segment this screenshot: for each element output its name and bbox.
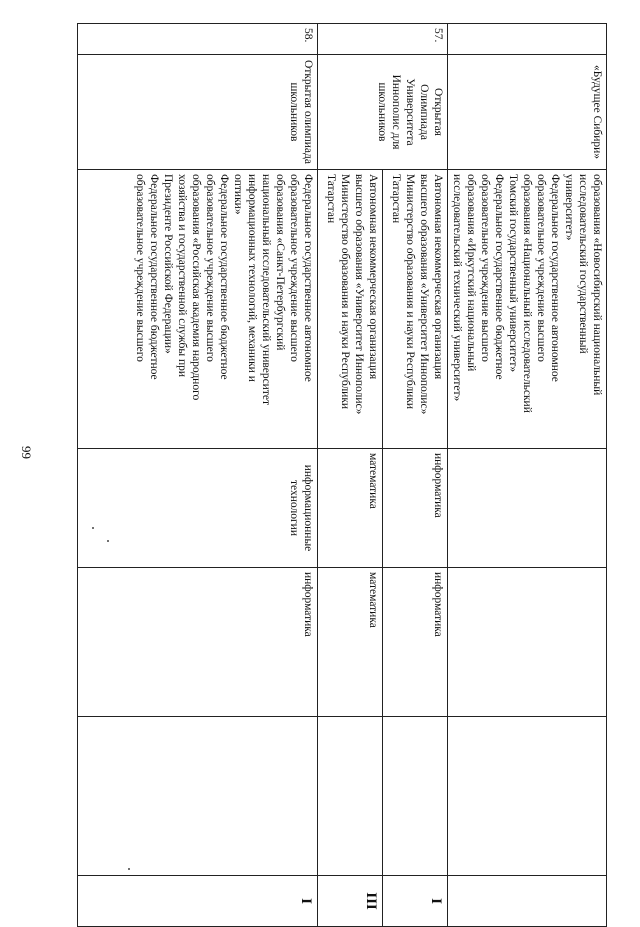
organizers-cell <box>317 170 382 449</box>
organizer-line: образовательное учреждение высшего <box>287 174 300 362</box>
organizers-cell <box>78 170 318 449</box>
organizer-line: высшего образования «Университет Иннополис» <box>352 174 365 415</box>
level-cell: III <box>317 876 382 927</box>
subject-cell: информатика <box>78 568 318 717</box>
empty-cell <box>447 717 606 876</box>
row-number: 58. <box>78 24 318 55</box>
organizers-cell <box>382 170 447 449</box>
rotated-table-sheet <box>77 23 607 910</box>
organizer-line: образования «Российская академия народного <box>189 174 202 401</box>
organizer-line: исследовательский государственный <box>576 174 589 354</box>
table-row <box>382 24 447 927</box>
empty-cell <box>317 717 382 876</box>
organizer-line: Министерство образования и науки Республики <box>338 174 351 410</box>
organizer-line: образовательное учреждение высшего <box>203 174 216 362</box>
organizer-line: хозяйства и государственной службы при <box>175 174 188 378</box>
empty-cell <box>78 717 318 876</box>
subject-cell: математика <box>317 568 382 717</box>
olympiad-name: «Будущее Сибири» <box>447 55 606 170</box>
subject-cell: информатика <box>382 568 447 717</box>
profile-cell: информатика <box>382 449 447 568</box>
organizer-line: Федеральное государственное бюджетное <box>147 174 160 380</box>
organizer-line: образования «Иркутский национальный <box>464 174 477 372</box>
organizer-line: Автономная некоммерческая организация <box>366 174 379 380</box>
level-cell: I <box>78 876 318 927</box>
organizer-line: Автономная некоммерческая организация <box>431 174 444 380</box>
profile-cell: математика <box>317 449 382 568</box>
level-cell: I <box>382 876 447 927</box>
organizer-line: Татарстан <box>324 174 337 224</box>
olympiad-name: Открытая Олимпиада Университета Иннополис для школьников <box>317 55 447 170</box>
page-number: 99 <box>19 446 34 459</box>
organizer-line: университет» <box>562 174 575 241</box>
organizer-line: Федеральное государственное автономное <box>301 174 314 382</box>
organizer-line: образовательное учреждение высшего <box>133 174 146 362</box>
organizer-line: Президенте Российской Федерации» <box>161 174 174 354</box>
organizer-line: информационных технологий, механики и <box>245 174 258 382</box>
organizer-line: Федеральное государственное автономное <box>548 174 561 382</box>
table-row <box>78 24 318 927</box>
organizer-line: Томский государственный университет» <box>506 174 519 373</box>
organizer-line: Федеральное государственное бюджетное <box>217 174 230 380</box>
row-number <box>447 24 606 55</box>
organizers-cell <box>447 170 606 449</box>
olympiad-name: Открытая олимпиада школьников <box>78 55 318 170</box>
empty-cell <box>382 717 447 876</box>
organizer-line: образования «Санкт-Петербургский <box>273 174 286 351</box>
table-row <box>447 24 606 927</box>
profile-cell: информационные технологии <box>78 449 318 568</box>
organizer-line: национальный исследовательский университет <box>259 174 272 405</box>
organizer-line: образования «Новосибирский национальный <box>591 174 603 396</box>
level-cell <box>447 876 606 927</box>
organizer-line: высшего образования «Университет Иннополис» <box>417 174 430 415</box>
organizer-line: Федеральное государственное бюджетное <box>492 174 505 380</box>
organizer-line: Татарстан <box>389 174 402 224</box>
row-number: 57. <box>317 24 447 55</box>
olympiad-table <box>77 23 607 927</box>
organizer-line: образовательное учреждение высшего <box>534 174 547 362</box>
subject-cell <box>447 568 606 717</box>
organizer-line: оптики» <box>231 174 244 215</box>
organizer-line: исследовательский технический университет» <box>450 174 463 402</box>
organizer-line: образования «Национальный исследовательский <box>520 174 533 413</box>
organizer-line: Министерство образования и науки Республики <box>403 174 416 410</box>
profile-cell <box>447 449 606 568</box>
organizer-line: образовательное учреждение высшего <box>478 174 491 362</box>
